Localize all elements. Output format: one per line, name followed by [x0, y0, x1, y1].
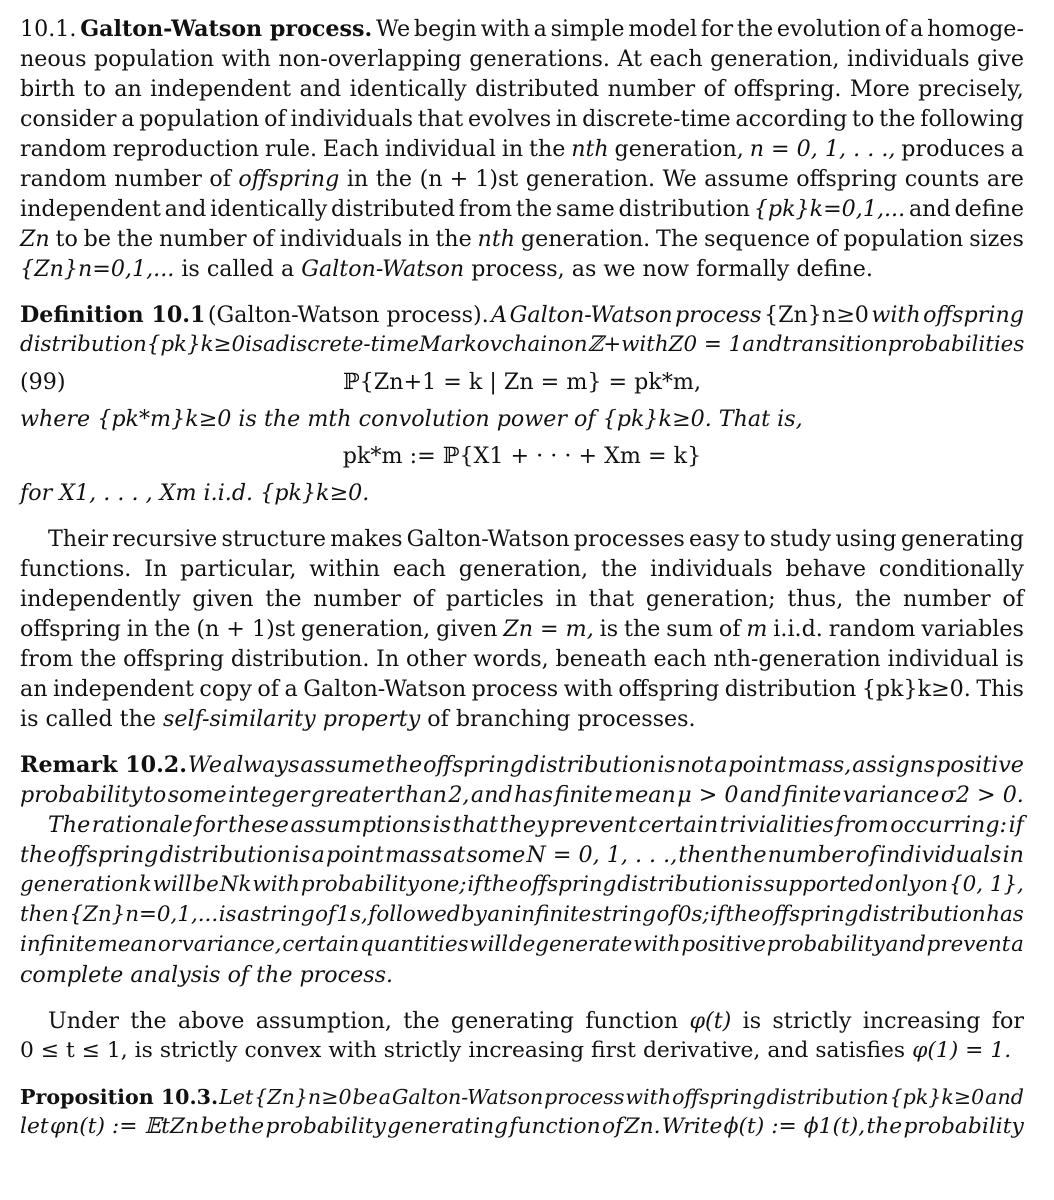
- equation-99: [20, 360, 1024, 404]
- section-heading-line: 10.1. Galton-Watson process. We begin with a simple model for the evolution of a homoge-: [20, 16, 1024, 42]
- remark-10-2: [20, 750, 1024, 990]
- text-line: is called the self-similarity property of branching processes.: [20, 706, 696, 732]
- text-line: infinite mean or variance, certain quantities will degenerate with positive probability and prevent a: [20, 932, 1024, 957]
- text-line: random reproduction rule. Each individual in the nth generation, n = 0, 1, . . ., produces a: [20, 136, 1024, 162]
- text-line: offspring in the (n + 1)st generation, given Zn = m, is the sum of m i.i.d. random variables: [20, 616, 1024, 642]
- remark-label: Remark 10.2.: [20, 752, 187, 778]
- text-line: functions. In particular, within each generation, the individuals behave conditionally: [20, 556, 1024, 582]
- equation-convolution: [20, 434, 1024, 478]
- text-line: from the offspring distribution. In other words, beneath each nth-generation individual is: [20, 646, 1024, 672]
- text-line: then {Zn}n=0,1,... is a string of 1s, followed by an infinite string of 0s; if the offspring distribution has: [20, 902, 1024, 927]
- text-line: complete analysis of the process.: [20, 962, 394, 988]
- emphasis-self-similarity: self-similarity property: [163, 706, 421, 732]
- text-line: random number of offspring in the (n + 1)st generation. We assume offspring counts are: [20, 166, 1024, 192]
- text-line: an independent copy of a Galton-Watson process with offspring distribution {pk}k≥0. This: [20, 676, 1024, 702]
- paragraph-recursive-structure: [20, 524, 1024, 734]
- text-line: distribution {pk}k≥0 is a discrete-time Markov chain on ℤ+ with Z0 = 1 and transition probabilities: [20, 332, 1025, 357]
- text-line: The rationale for these assumptions is that they prevent certain trivialities from occurring: if: [48, 812, 1024, 838]
- equation-body: pk*m := ℙ{X1 + · · · + Xm = k}: [342, 443, 702, 469]
- text-line: consider a population of individuals that evolves in discrete-time according to the following: [20, 106, 1024, 132]
- text-line: {Zn}n=0,1,... is called a Galton-Watson process, as we now formally define.: [20, 256, 873, 282]
- definition-title: (Galton-Watson process).: [207, 302, 489, 328]
- text-line: independently given the number of particles in that generation; thus, the number of: [20, 586, 1024, 612]
- text-line: probability to some integer greater than 2, and has finite mean μ > 0 and finite variance σ2 > 0.: [20, 782, 1024, 808]
- definition-10-1: [20, 300, 1024, 508]
- definition-heading-line: Definition 10.1 (Galton-Watson process). A Galton-Watson process {Zn}n≥0 with offspring: [20, 302, 1024, 328]
- text-line: the offspring distribution is a point mass at some N = 0, 1, . . ., then the number of individuals in: [20, 842, 1024, 868]
- section-title: Galton-Watson process.: [80, 16, 373, 42]
- text-line: Under the above assumption, the generating function φ(t) is strictly increasing for: [48, 1008, 1024, 1034]
- text-line: birth to an independent and identically distributed number of offspring. More precisely,: [20, 76, 1024, 102]
- equation-body: ℙ{Zn+1 = k | Zn = m} = pk*m,: [342, 369, 702, 395]
- text-line: independent and identically distributed from the same distribution {pk}k=0,1,... and define: [20, 196, 1024, 222]
- definition-label: Definition 10.1: [20, 302, 206, 328]
- proposition-label: Proposition 10.3.: [20, 1085, 219, 1109]
- paragraph-generating-function: [20, 1006, 1024, 1066]
- text-line: where {pk*m}k≥0 is the mth convolution power of {pk}k≥0. That is,: [20, 406, 803, 432]
- textbook-page: [20, 14, 1024, 1158]
- text-line: neous population with non-overlapping generations. At each generation, individuals give: [20, 46, 1024, 72]
- remark-heading-line: Remark 10.2. We always assume the offspring distribution is not a point mass, assigns positive: [20, 752, 1024, 778]
- text-line: for X1, . . . , Xm i.i.d. {pk}k≥0.: [20, 480, 370, 506]
- equation-number: (99): [20, 369, 66, 395]
- text-line: Their recursive structure makes Galton-Watson processes easy to study using generating: [48, 526, 1024, 552]
- text-line: let φn(t) := 𝔼tZn be the probability generating function of Zn. Write ϕ(t) := ϕ1(t), the probability: [20, 1114, 1024, 1139]
- proposition-heading-line: Proposition 10.3. Let {Zn}n≥0 be a Galton-Watson process with offspring distribution {pk}k≥0 and: [20, 1082, 1024, 1112]
- text-line: Zn to be the number of individuals in the nth generation. The sequence of population sizes: [20, 226, 1024, 252]
- proposition-10-3: [20, 1082, 1024, 1142]
- text-line: generation k will be Nk with probability one; if the offspring distribution is supported only on {0, 1},: [20, 872, 1024, 897]
- text-line: 0 ≤ t ≤ 1, is strictly convex with strictly increasing first derivative, and satisfies φ(1) = 1.: [20, 1038, 1012, 1063]
- section-10-1: [20, 14, 1024, 284]
- section-number: 10.1.: [20, 16, 77, 42]
